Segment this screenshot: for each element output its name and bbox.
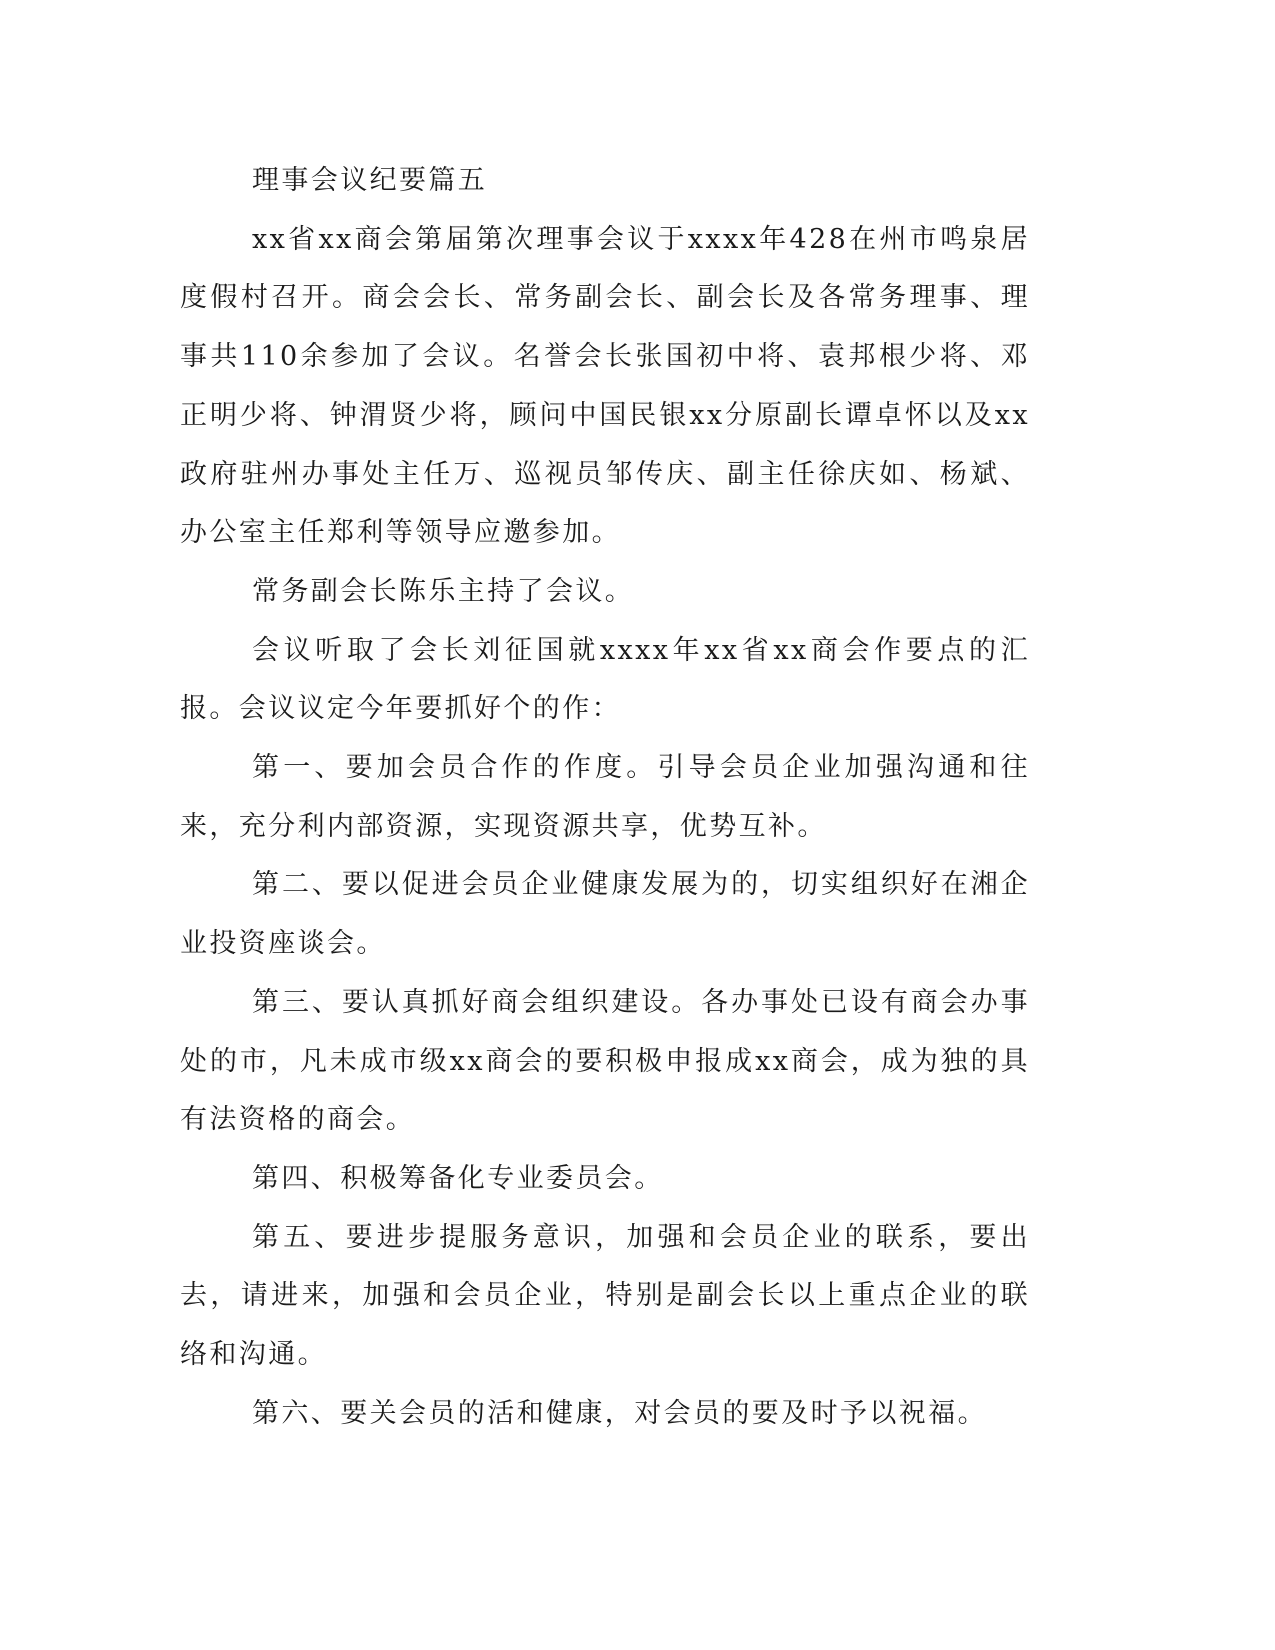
paragraph-item-2: 第二、要以促进会员企业健康发展为的，切实组织好在湘企业投资座谈会。 [180, 869, 1030, 960]
paragraph-item-3: 第三、要认真抓好商会组织建设。各办事处已设有商会办事处的市，凡未成市级xx商会的要积极申报成xx商会，成为独的具有法资格的商会。 [180, 986, 1030, 1136]
paragraph-report: 会议听取了会长刘征国就xxxx年xx省xx商会作要点的汇报。会议议定今年要抓好个的作： [180, 634, 1030, 725]
document-heading: 理事会议纪要篇五 [252, 165, 488, 196]
paragraph-meeting-overview: xx省xx商会第届第次理事会议于xxxx年428在州市鸣泉居度假村召开。商会会长、常务副会长、副会长及各常务理事、理事共110余参加了会议。名誉会长张国初中将、袁邦根少将、邓正明少将、钟渭贤少将，顾问中国民银xx分原副长谭卓怀以及xx政府驻州办事处主任万、巡视员邹传庆、副主任徐庆如、杨斌、办公室主任郑利等领导应邀参加。 [180, 223, 1030, 549]
paragraph-item-6: 第六、要关会员的活和健康，对会员的要及时予以祝福。 [252, 1397, 987, 1429]
paragraph-item-4: 第四、积极筹备化专业委员会。 [252, 1162, 664, 1194]
paragraph-item-1: 第一、要加会员合作的作度。引导会员企业加强沟通和往来，充分利内部资源，实现资源共享，优势互补。 [180, 752, 1030, 842]
document-body [180, 152, 1030, 1443]
paragraph-chair: 常务副会长陈乐主持了会议。 [252, 575, 635, 607]
paragraph-item-5: 第五、要进步提服务意识，加强和会员企业的联系，要出去，请进来，加强和会员企业，特别是副会长以上重点企业的联络和沟通。 [180, 1221, 1030, 1371]
